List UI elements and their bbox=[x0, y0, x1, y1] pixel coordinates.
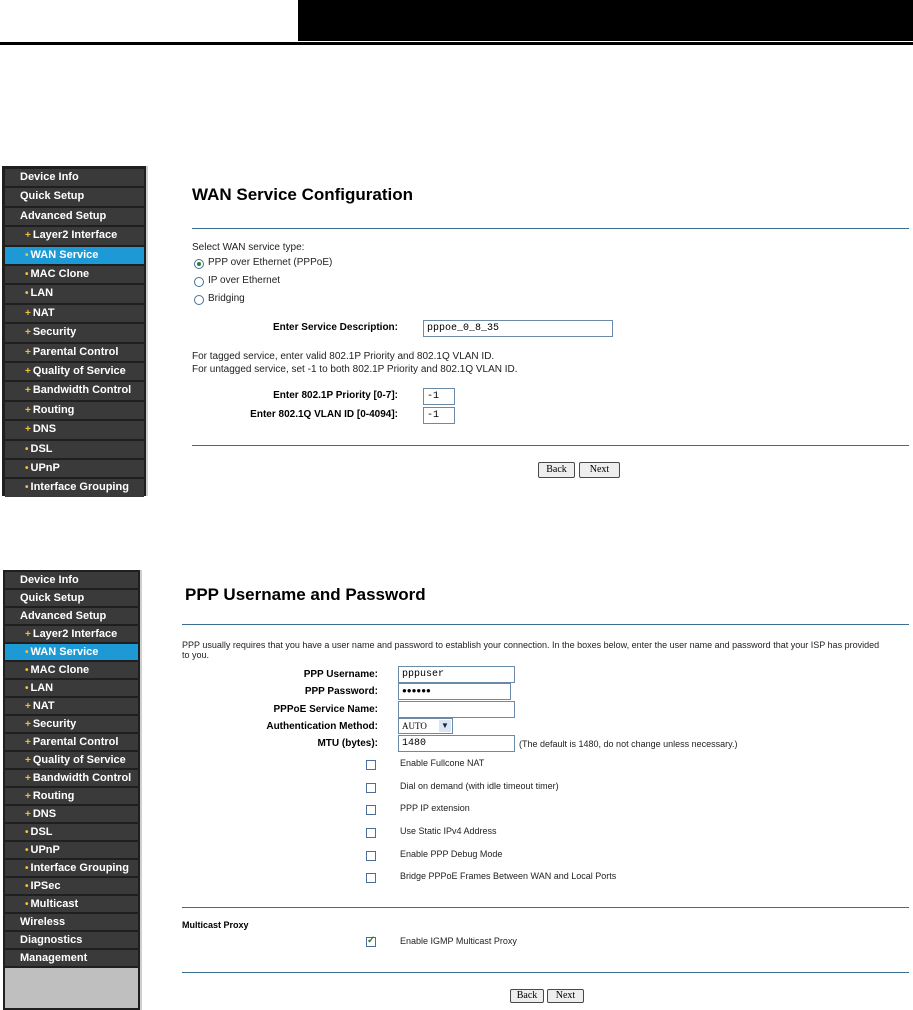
sidebar-item-multicast[interactable]: • Multicast bbox=[5, 896, 138, 912]
sidebar-item-security[interactable]: + Security bbox=[5, 324, 144, 341]
header-rule bbox=[0, 42, 913, 45]
sidebar-item-upnp[interactable]: • UPnP bbox=[5, 460, 144, 477]
sidebar-item-nat[interactable]: + NAT bbox=[5, 698, 138, 714]
option-checkbox-label: Bridge PPPoE Frames Between WAN and Local Ports bbox=[400, 871, 617, 881]
sidebar-item-ipsec[interactable]: • IPSec bbox=[5, 878, 138, 894]
option-checkbox-label: Use Static IPv4 Address bbox=[400, 826, 497, 836]
sidebar-item-dsl[interactable]: • DSL bbox=[5, 824, 138, 840]
option-checkbox-label: PPP IP extension bbox=[400, 803, 470, 813]
sidebar-item-advanced-setup[interactable]: Advanced Setup bbox=[5, 208, 144, 225]
option-ipoe-label: IP over Ethernet bbox=[208, 275, 281, 286]
sidebar-item-parental-control[interactable]: + Parental Control bbox=[5, 344, 144, 361]
sidebar-divider bbox=[146, 166, 148, 496]
sidebar-item-quick-setup[interactable]: Quick Setup bbox=[5, 188, 144, 205]
sidebar-item-lan[interactable]: • LAN bbox=[5, 680, 138, 696]
service-name-input[interactable] bbox=[398, 701, 515, 718]
service-description-label: Enter Service Description: bbox=[272, 322, 398, 333]
auth-method-label: Authentication Method: bbox=[266, 721, 378, 732]
next-button[interactable]: Next bbox=[547, 989, 584, 1003]
page-title: PPP Username and Password bbox=[185, 585, 426, 604]
sidebar-item-parental-control[interactable]: + Parental Control bbox=[5, 734, 138, 750]
vlan-id-label: Enter 802.1Q VLAN ID [0-4094]: bbox=[250, 409, 398, 420]
bottom-rule bbox=[192, 445, 909, 446]
option-checkbox[interactable] bbox=[366, 760, 376, 770]
sidebar-item-interface-grouping[interactable]: • Interface Grouping bbox=[5, 479, 144, 496]
sidebar-item-bandwidth-control[interactable]: + Bandwidth Control bbox=[5, 770, 138, 786]
priority-label: Enter 802.1P Priority [0-7]: bbox=[273, 390, 398, 401]
radio-pppoe[interactable] bbox=[194, 259, 204, 269]
section-rule bbox=[182, 907, 909, 908]
chevron-down-icon[interactable]: ▼ bbox=[439, 720, 451, 732]
untagged-note: For untagged service, set -1 to both 802.1P Priority and 802.1Q VLAN ID. bbox=[192, 364, 518, 375]
sidebar-item-advanced-setup[interactable]: Advanced Setup bbox=[5, 608, 138, 624]
sidebar-item-lan[interactable]: • LAN bbox=[5, 285, 144, 302]
igmp-proxy-label: Enable IGMP Multicast Proxy bbox=[400, 936, 517, 946]
intro-line-2: to you. bbox=[182, 650, 210, 660]
service-description-input[interactable]: pppoe_0_8_35 bbox=[423, 320, 613, 337]
username-label: PPP Username: bbox=[303, 669, 378, 680]
sidebar-item-device-info[interactable]: Device Info bbox=[5, 169, 144, 186]
sidebar-item-wireless[interactable]: Wireless bbox=[5, 914, 138, 930]
mtu-input[interactable]: 1480 bbox=[398, 735, 515, 752]
sidebar-item-diagnostics[interactable]: Diagnostics bbox=[5, 932, 138, 948]
auth-method-value: AUTO bbox=[402, 721, 427, 731]
sidebar-item-management[interactable]: Management bbox=[5, 950, 138, 966]
sidebar-item-dsl[interactable]: • DSL bbox=[5, 441, 144, 458]
option-checkbox[interactable] bbox=[366, 873, 376, 883]
intro-text bbox=[182, 640, 910, 660]
intro-line-1: PPP usually requires that you have a user name and password to establish your connection. In the boxes below, enter the user name and password that your ISP has provided bbox=[182, 640, 880, 650]
option-pppoe-label: PPP over Ethernet (PPPoE) bbox=[208, 257, 333, 268]
sidebar-item-wan-service[interactable]: • WAN Service bbox=[5, 247, 144, 264]
sidebar-item-nat[interactable]: + NAT bbox=[5, 305, 144, 322]
sidebar-item-wan-service[interactable]: • WAN Service bbox=[5, 644, 138, 660]
sidebar-item-layer2-interface[interactable]: + Layer2 Interface bbox=[5, 626, 138, 642]
page-title: WAN Service Configuration bbox=[192, 185, 414, 204]
password-input[interactable]: ●●●●●● bbox=[398, 683, 511, 700]
header-black-bar bbox=[298, 0, 913, 41]
option-bridging-label: Bridging bbox=[208, 293, 245, 304]
next-button[interactable]: Next bbox=[579, 462, 620, 478]
priority-input[interactable]: -1 bbox=[423, 388, 455, 405]
option-checkbox-label: Dial on demand (with idle timeout timer) bbox=[400, 781, 559, 791]
password-label: PPP Password: bbox=[304, 686, 378, 697]
sidebar-item-device-info[interactable]: Device Info bbox=[5, 572, 138, 588]
sidebar-item-dns[interactable]: + DNS bbox=[5, 806, 138, 822]
sidebar-item-mac-clone[interactable]: • MAC Clone bbox=[5, 266, 144, 283]
multicast-proxy-heading: Multicast Proxy bbox=[182, 920, 249, 930]
sidebar-item-security[interactable]: + Security bbox=[5, 716, 138, 732]
sidebar-item-quality-of-service[interactable]: + Quality of Service bbox=[5, 363, 144, 380]
mtu-note: (The default is 1480, do not change unless necessary.) bbox=[519, 739, 738, 749]
tagged-note: For tagged service, enter valid 802.1P Priority and 802.1Q VLAN ID. bbox=[192, 351, 495, 362]
radio-ipoe[interactable] bbox=[194, 277, 204, 287]
option-checkbox-label: Enable PPP Debug Mode bbox=[400, 849, 503, 859]
option-checkbox[interactable] bbox=[366, 783, 376, 793]
back-button[interactable]: Back bbox=[538, 462, 575, 478]
sidebar-divider bbox=[140, 570, 142, 1010]
sidebar-item-quality-of-service[interactable]: + Quality of Service bbox=[5, 752, 138, 768]
mtu-label: MTU (bytes): bbox=[317, 738, 378, 749]
sidebar-item-bandwidth-control[interactable]: + Bandwidth Control bbox=[5, 382, 144, 399]
vlan-id-input[interactable]: -1 bbox=[423, 407, 455, 424]
auth-method-select[interactable] bbox=[398, 718, 453, 734]
sidebar-item-quick-setup[interactable]: Quick Setup bbox=[5, 590, 138, 606]
back-button[interactable]: Back bbox=[510, 989, 544, 1003]
option-checkbox[interactable] bbox=[366, 805, 376, 815]
sidebar-item-mac-clone[interactable]: • MAC Clone bbox=[5, 662, 138, 678]
service-name-label: PPPoE Service Name: bbox=[273, 704, 378, 715]
select-service-label: Select WAN service type: bbox=[192, 242, 305, 253]
bottom-rule bbox=[182, 972, 909, 973]
sidebar-item-layer2-interface[interactable]: + Layer2 Interface bbox=[5, 227, 144, 244]
title-rule bbox=[182, 624, 909, 625]
option-checkbox[interactable] bbox=[366, 828, 376, 838]
sidebar-item-upnp[interactable]: • UPnP bbox=[5, 842, 138, 858]
option-checkbox[interactable] bbox=[366, 851, 376, 861]
sidebar-item-interface-grouping[interactable]: • Interface Grouping bbox=[5, 860, 138, 876]
sidebar-item-routing[interactable]: + Routing bbox=[5, 402, 144, 419]
username-input[interactable]: pppuser bbox=[398, 666, 515, 683]
title-rule bbox=[192, 228, 909, 229]
sidebar-filler bbox=[5, 968, 138, 1008]
sidebar-item-dns[interactable]: + DNS bbox=[5, 421, 144, 438]
sidebar-item-routing[interactable]: + Routing bbox=[5, 788, 138, 804]
option-checkbox-label: Enable Fullcone NAT bbox=[400, 758, 485, 768]
igmp-proxy-checkbox[interactable] bbox=[366, 937, 376, 947]
radio-bridging[interactable] bbox=[194, 295, 204, 305]
